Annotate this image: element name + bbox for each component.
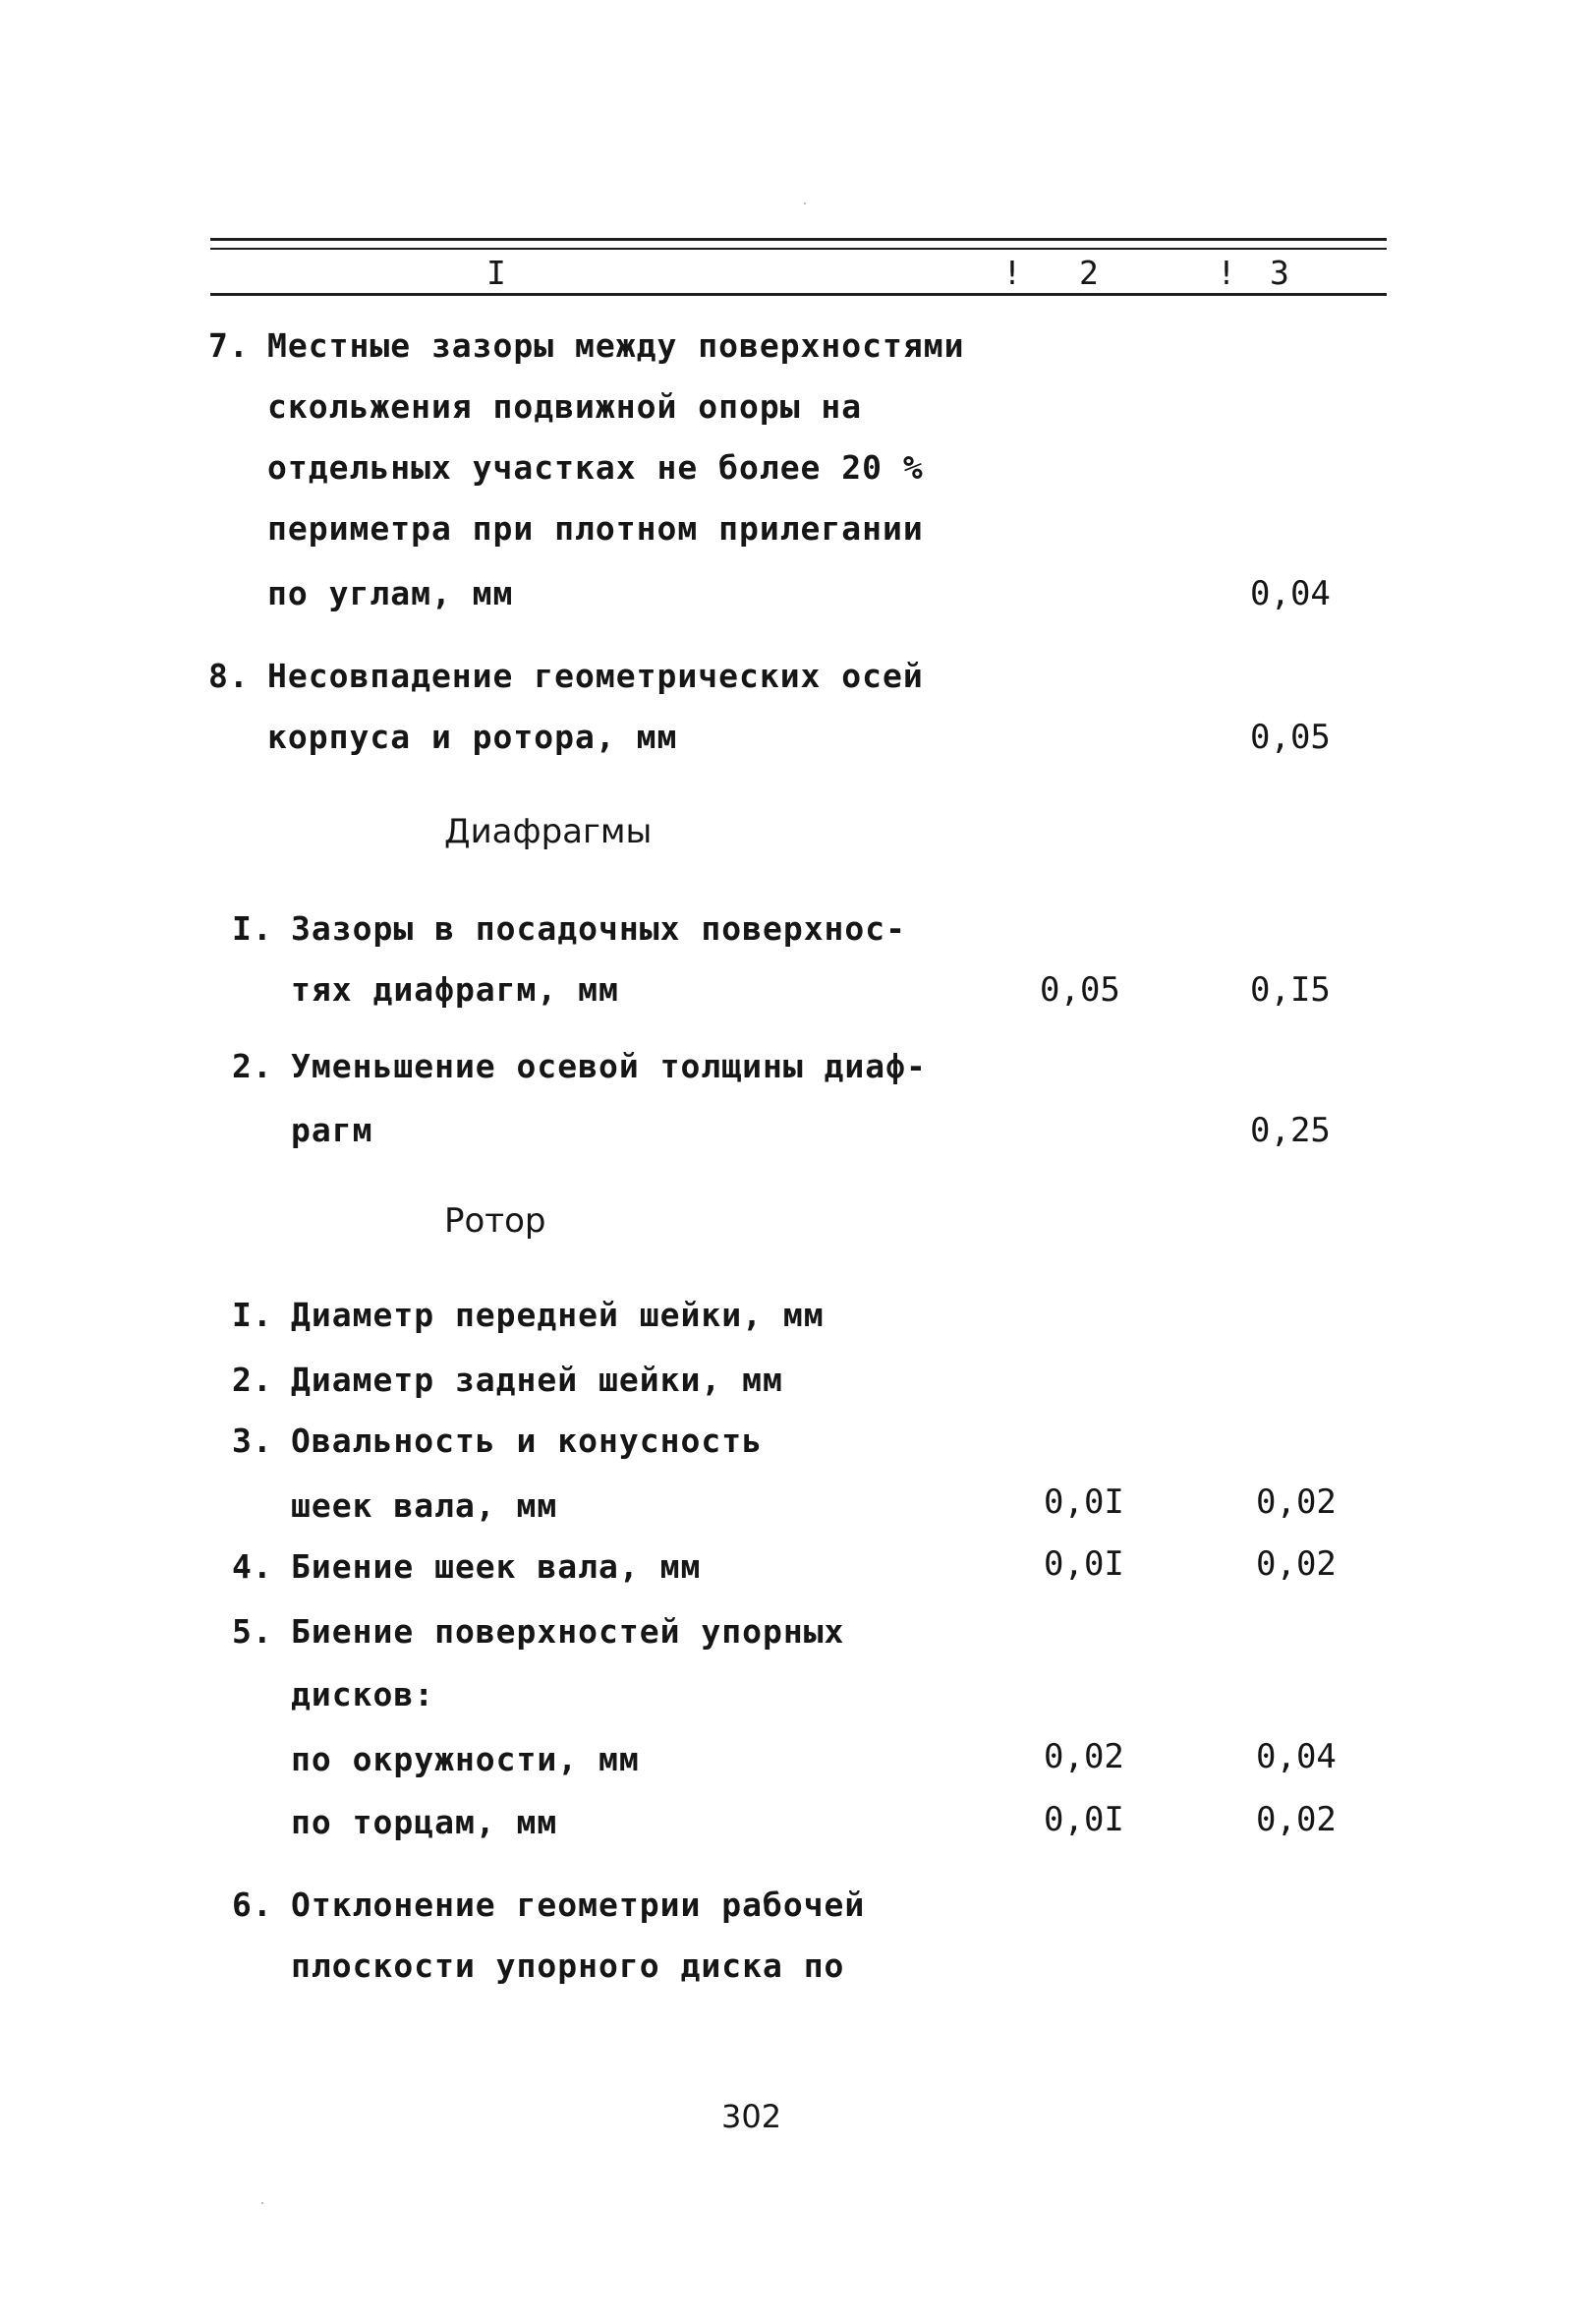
item-7-value-col3: 0,04 <box>1250 574 1331 613</box>
rotor-item-2-line-1: Диаметр задней шейки, мм <box>291 1361 783 1399</box>
rotor-item-5a-value-col2: 0,02 <box>1044 1737 1124 1776</box>
rotor-item-4-value-col2: 0,0I <box>1044 1544 1124 1584</box>
rotor-item-6-line-2: плоскости упорного диска по <box>291 1946 845 1985</box>
rotor-item-4-line-1: Биение шеек вала, мм <box>291 1547 702 1586</box>
rotor-item-5b-value-col3: 0,02 <box>1256 1800 1337 1839</box>
rotor-item-3-value-col3: 0,02 <box>1256 1482 1337 1522</box>
rotor-item-3-line-2: шеек вала, мм <box>291 1486 558 1525</box>
item-7-line-2: скольжения подвижной опоры на <box>267 387 863 426</box>
rotor-item-2-number: 2. <box>232 1361 273 1399</box>
rotor-item-5a-value-col3: 0,04 <box>1256 1737 1337 1776</box>
header-top-rule <box>210 238 1387 241</box>
item-7-line-1: Местные зазоры между поверхностями <box>267 326 965 365</box>
item-7-number: 7. <box>208 326 250 365</box>
section-title-rotor: Ротор <box>444 1201 546 1241</box>
diaphragm-item-2-line-2: рагм <box>291 1111 373 1149</box>
column-header-3: 3 <box>1270 254 1289 292</box>
rotor-item-4-value-col3: 0,02 <box>1256 1544 1337 1584</box>
rotor-item-3-value-col2: 0,0I <box>1044 1482 1124 1522</box>
rotor-item-3-number: 3. <box>232 1422 273 1460</box>
header-bottom-rule <box>210 293 1387 296</box>
rotor-item-5-line-3: по окружности, мм <box>291 1740 640 1778</box>
column-separator-1: ! <box>1002 254 1022 292</box>
item-7-line-5: по углам, мм <box>267 574 514 612</box>
rotor-item-6-line-1: Отклонение геометрии рабочей <box>291 1886 866 1924</box>
item-7-line-3: отдельных участках не более 20 % <box>267 448 924 487</box>
diaphragm-item-1-line-2: тях диафрагм, мм <box>291 970 619 1009</box>
rotor-item-3-line-1: Овальность и конусность <box>291 1422 763 1460</box>
section-title-diaphragms: Диафрагмы <box>444 812 653 851</box>
diaphragm-item-2-number: 2. <box>232 1047 273 1085</box>
page-number: 302 <box>721 2098 782 2135</box>
item-8-number: 8. <box>208 657 250 695</box>
column-header-1: I <box>486 254 506 292</box>
item-8-value-col3: 0,05 <box>1250 718 1331 757</box>
rotor-item-5-line-2: дисков: <box>291 1675 435 1713</box>
rotor-item-5-line-1: Биение поверхностей упорных <box>291 1612 845 1651</box>
diaphragm-item-1-number: I. <box>232 909 273 948</box>
rotor-item-5-line-4: по торцам, мм <box>291 1803 558 1841</box>
diaphragm-item-1-line-1: Зазоры в посадочных поверхнос- <box>291 909 907 948</box>
diaphragm-item-2-line-1: Уменьшение осевой толщины диаф- <box>291 1047 927 1085</box>
item-8-line-2: корпуса и ротора, мм <box>267 718 678 756</box>
rotor-item-1-number: I. <box>232 1296 273 1334</box>
diaphragm-item-1-value-col2: 0,05 <box>1040 970 1120 1010</box>
column-separator-2: ! <box>1217 254 1236 292</box>
diaphragm-item-1-value-col3: 0,I5 <box>1250 970 1331 1010</box>
rotor-item-4-number: 4. <box>232 1547 273 1586</box>
item-8-line-1: Несовпадение геометрических осей <box>267 657 924 695</box>
rotor-item-1-line-1: Диаметр передней шейки, мм <box>291 1296 825 1334</box>
column-header-2: 2 <box>1079 254 1099 292</box>
rotor-item-5b-value-col2: 0,0I <box>1044 1800 1124 1839</box>
rotor-item-5-number: 5. <box>232 1612 273 1651</box>
rotor-item-6-number: 6. <box>232 1886 273 1924</box>
scan-speck <box>261 2202 263 2204</box>
header-mid-rule <box>210 248 1387 250</box>
diaphragm-item-2-value-col3: 0,25 <box>1250 1111 1331 1150</box>
item-7-line-4: периметра при плотном прилегании <box>267 509 924 548</box>
scan-speck <box>804 203 806 204</box>
